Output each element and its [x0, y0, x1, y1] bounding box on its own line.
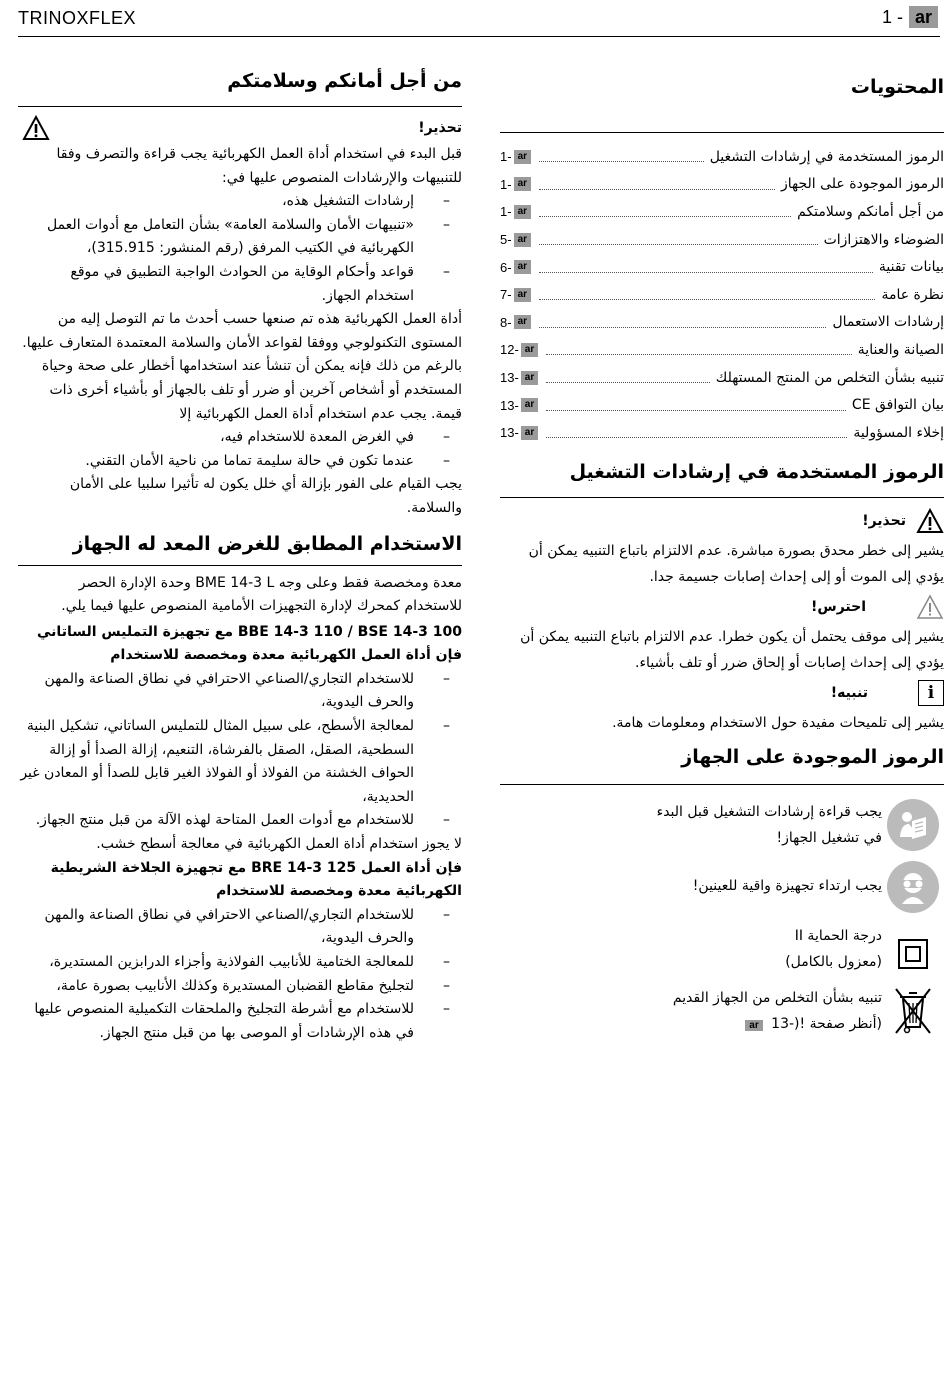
intended-use-subheading: 100 BBE 14-3 110 / BSE 14-3 مع تجهيزة التمليس الساتاني فإن أداة العمل الكهربائية معدة ومخصصة للاستخدام — [37, 623, 462, 664]
lang-badge: ar — [521, 426, 538, 440]
brand-name: TRINOXFLEX — [18, 8, 137, 28]
toc-page-number: 6- — [500, 259, 512, 275]
toc-item[interactable] — [500, 364, 944, 392]
caution-head: احترس! — [810, 598, 866, 615]
device-symbol-row — [500, 923, 944, 975]
device-symbol-row — [500, 799, 944, 851]
device-symbol-row — [500, 985, 944, 1037]
toc-item-label: نظرة عامة — [881, 286, 944, 303]
toc-leader-dots — [539, 206, 791, 217]
lang-badge: ar — [514, 205, 531, 219]
toc-leader-dots — [546, 372, 710, 383]
toc-item-page — [500, 425, 538, 440]
safety-list — [18, 426, 462, 473]
safety-title: من أجل أمانكم وسلامتكم — [227, 70, 462, 92]
lang-badge: ar — [521, 371, 538, 385]
device-symbol-text: تنبيه بشأن التخلص من الجهاز القديم — [672, 989, 882, 1006]
intended-use-subheading: فإن أداة العمل BRE 14-3 125 مع تجهيزة الجلاخة الشريطية الكهربائية معدة ومخصصة للاستخدام — [50, 859, 462, 900]
info-icon: i — [918, 680, 944, 706]
list-item: – لمعالجة الأسطح، على سبيل المثال للتمليس الساتاني، تشكيل البنية السطحية، الصقل، الصقل بالفرشاة، التنعيم، إزالة الصدأ أو إزالة الحواف الخشنة من الفولاذ أو الفولاذ الغير قابل للصدأ أو المعادن غير الحديدية، — [18, 715, 462, 809]
protection-class-ii-icon — [896, 937, 930, 971]
toc-item-label: الصيانة والعناية — [857, 341, 944, 358]
lang-badge: ar — [514, 150, 531, 164]
toc-item[interactable] — [500, 309, 944, 337]
toc-item-page — [500, 342, 538, 357]
toc-item-page — [500, 177, 531, 192]
toc-item-label: بيانات تقنية — [878, 259, 944, 276]
toc-item-label: الرموز المستخدمة في إرشادات التشغيل — [709, 148, 944, 165]
safety-rule — [18, 106, 462, 107]
safety-intro: قبل البدء في استخدام أداة العمل الكهربائية يجب قراءة والتصرف وفقا للتنبيهات والإرشادات المنصوص عليها في: — [56, 146, 462, 186]
list-item: – «تنبيهات الأمان والسلامة العامة» بشأن التعامل مع أدوات العمل الكهربائية في الكتيب المرفق (رقم المنشور: 315.915)، — [18, 214, 462, 261]
page-number: 1 - — [881, 6, 903, 27]
toc-item[interactable] — [500, 226, 944, 254]
toc-item-page — [500, 149, 531, 164]
toc-rule — [500, 132, 944, 133]
manual-symbols-rule — [500, 497, 944, 498]
intended-use-title: الاستخدام المطابق للغرض المعد له الجهاز — [72, 532, 462, 555]
toc-item[interactable] — [500, 419, 944, 447]
lang-badge: ar — [514, 177, 531, 191]
page-indicator — [882, 6, 938, 28]
toc-item[interactable] — [500, 198, 944, 226]
manual-symbols-title: الرموز المستخدمة في إرشادات التشغيل — [569, 460, 944, 483]
toc-page-number: 1- — [500, 149, 512, 165]
device-symbols-title: الرموز الموجودة على الجهاز — [681, 745, 944, 768]
toc-item-page — [500, 370, 538, 385]
toc-leader-dots — [539, 151, 704, 162]
toc-item-label: إرشادات الاستعمال — [832, 314, 944, 331]
page-ref: 13-)! — [771, 1015, 806, 1032]
list-item: – قواعد وأحكام الوقاية من الحوادث الواجبة التطبيق في موقع استخدام الجهاز. — [18, 261, 462, 308]
right-column — [500, 70, 944, 1047]
list-item: – لتجليخ مقاطع القضبان المستديرة وكذلك الأنابيب بصورة عامة، — [18, 975, 462, 999]
device-symbol-row — [500, 861, 944, 913]
caution-text: يشير إلى موقف يحتمل أن يكون خطرا. عدم الالتزام باتباع التنبيه يمكن أن يؤدي إلى إحداث إصابات أو إلحاق ضرر أو تلف بأشياء. — [520, 628, 944, 671]
crossed-bin-icon — [892, 985, 934, 1037]
toc-page-number: 1- — [500, 176, 512, 192]
language-tag: ar — [909, 6, 938, 28]
toc-item[interactable] — [500, 253, 944, 281]
toc-page-number: 7- — [500, 287, 512, 303]
note-block — [500, 680, 944, 736]
eye-protection-icon — [887, 861, 939, 913]
toc-list — [500, 143, 944, 447]
lang-badge: ar — [514, 288, 531, 302]
toc-page-number: 13- — [500, 425, 519, 441]
intended-use-paragraph: لا يجوز استخدام أداة العمل الكهربائية في معالجة أسطح خشب. — [96, 836, 462, 853]
list-item: – للاستخدام مع أدوات العمل المتاحة لهذه الآلة من قبل منتج الجهاز. — [18, 809, 462, 833]
toc-item-label: تنبيه بشأن التخلص من المنتج المستهلك — [715, 369, 944, 386]
left-column — [18, 70, 462, 1045]
toc-page-number: 1- — [500, 204, 512, 220]
list-item: – إرشادات التشغيل هذه، — [18, 190, 462, 214]
device-symbols-rule — [500, 784, 944, 785]
intended-use-paragraph: معدة ومخصصة فقط وعلى وجه BME 14-3 L وحدة الإدارة الحصر للاستخدام كمحرك لإدارة التجهيزات الأمامية المنصوص عليها فيما يلي. — [61, 574, 462, 615]
toc-item[interactable] — [500, 391, 944, 419]
safety-paragraph: أداة العمل الكهربائية هذه تم صنعها حسب أحدث ما تم التوصل إليه من المستوى التكنولوجي ووفقا لقواعد الأمان والسلامة المعتمدة المتعارف عليها. بالرغم من ذلك فإنه يمكن أن تنشأ عند استخدامها أخطار على صحة وحياة المستخدم أو أشخاص آخرين أو ضرر أو تلف بالجهاز أو بأشياء أخرى ذات قيمة. يجب عدم استخدام أداة العمل الكهربائية إلا — [22, 311, 462, 422]
list-item: – في الغرض المعدة للاستخدام فيه، — [18, 426, 462, 450]
toc-leader-dots — [539, 234, 818, 245]
lang-badge: ar — [514, 315, 531, 329]
warning-block — [500, 508, 944, 590]
caution-block — [500, 594, 944, 676]
list-item: – للاستخدام التجاري/الصناعي الاحترافي في نطاق الصناعة والمهن والحرف اليدوية، — [18, 668, 462, 715]
lang-badge: ar — [521, 343, 538, 357]
toc-item-page — [500, 315, 531, 330]
use-list — [18, 904, 462, 1046]
note-text: يشير إلى تلميحات مفيدة حول الاستخدام ومعلومات هامة. — [612, 714, 944, 731]
safety-paragraph: يجب القيام على الفور بإزالة أي خلل يكون له تأثيرا سلبيا على الأمان والسلامة. — [69, 476, 462, 516]
warning-triangle-icon — [916, 508, 944, 534]
list-item: – للاستخدام التجاري/الصناعي الاحترافي في نطاق الصناعة والمهن والحرف اليدوية، — [18, 904, 462, 951]
toc-page-number: 13- — [500, 370, 519, 386]
toc-item-page — [500, 204, 531, 219]
device-symbol-text — [500, 1011, 882, 1037]
toc-leader-dots — [546, 400, 846, 411]
device-symbol-text: (معزول بالكامل) — [785, 953, 882, 970]
lang-badge: ar — [514, 233, 531, 247]
toc-leader-dots — [539, 262, 873, 273]
lang-badge: ar — [521, 398, 538, 412]
toc-leader-dots — [546, 344, 852, 355]
toc-leader-dots — [546, 427, 847, 438]
toc-page-number: 5- — [500, 232, 512, 248]
safety-list — [18, 190, 462, 308]
toc-item-label: الضوضاء والاهتزازات — [823, 231, 944, 248]
toc-item[interactable] — [500, 281, 944, 309]
toc-item-page — [500, 287, 531, 302]
warning-text: يشير إلى خطر محدق بصورة مباشرة. عدم الالتزام باتباع التنبيه يمكن أن يؤدي إلى الموت أو إلى إحداث إصابات جسيمة جدا. — [528, 542, 944, 585]
toc-page-number: 13- — [500, 397, 519, 413]
note-head: تنبيه! — [830, 684, 868, 701]
toc-page-number: 8- — [500, 314, 512, 330]
read-manual-icon — [887, 799, 939, 851]
intended-use-rule — [18, 565, 462, 566]
warning-triangle-icon — [22, 115, 50, 141]
safety-warning-head: تحذير! — [418, 120, 462, 136]
list-item: – للاستخدام مع أشرطة التجليخ والملحقات التكميلية المنصوص عليها في هذه الإرشادات أو الموصى بها من قبل منتج الجهاز. — [18, 998, 462, 1045]
toc-item-page — [500, 232, 531, 247]
toc-item-label: الرموز الموجودة على الجهاز — [781, 176, 944, 193]
toc-leader-dots — [539, 179, 775, 190]
list-item: – عندما تكون في حالة سليمة تماما من ناحية الأمان التقني. — [18, 450, 462, 474]
device-symbol-text: يجب قراءة إرشادات التشغيل قبل البدء — [656, 803, 882, 820]
toc-item-label: إخلاء المسؤولية — [853, 424, 944, 441]
device-symbol-text: يجب ارتداء تجهيزة واقية للعينين! — [692, 877, 882, 894]
toc-page-number: 12- — [500, 342, 519, 358]
device-symbol-text: في تشغيل الجهاز! — [776, 829, 882, 846]
safety-warning-head-row — [18, 115, 462, 141]
toc-item[interactable] — [500, 143, 944, 171]
toc-item[interactable] — [500, 171, 944, 199]
lang-badge: ar — [745, 1020, 762, 1031]
header-rule — [18, 36, 940, 37]
lang-badge: ar — [514, 260, 531, 274]
toc-item-page — [500, 260, 531, 275]
see-page-text: (أنظر صفحة — [809, 1015, 882, 1032]
toc-item[interactable] — [500, 336, 944, 364]
use-list — [18, 668, 462, 833]
toc-leader-dots — [539, 317, 826, 328]
toc-leader-dots — [539, 289, 875, 300]
toc-item-label: من أجل أمانكم وسلامتكم — [797, 203, 944, 220]
warning-head: تحذير! — [862, 512, 906, 529]
toc-title: المحتويات — [850, 76, 944, 98]
toc-item-label: بيان التوافق CE — [851, 397, 944, 414]
list-item: – للمعالجة الختامية للأنابيب الفولاذية وأجزاء الدرابزين المستديرة، — [18, 951, 462, 975]
toc-item-page — [500, 398, 538, 413]
device-symbol-text: درجة الحماية II — [794, 927, 882, 944]
caution-triangle-icon — [916, 594, 944, 620]
